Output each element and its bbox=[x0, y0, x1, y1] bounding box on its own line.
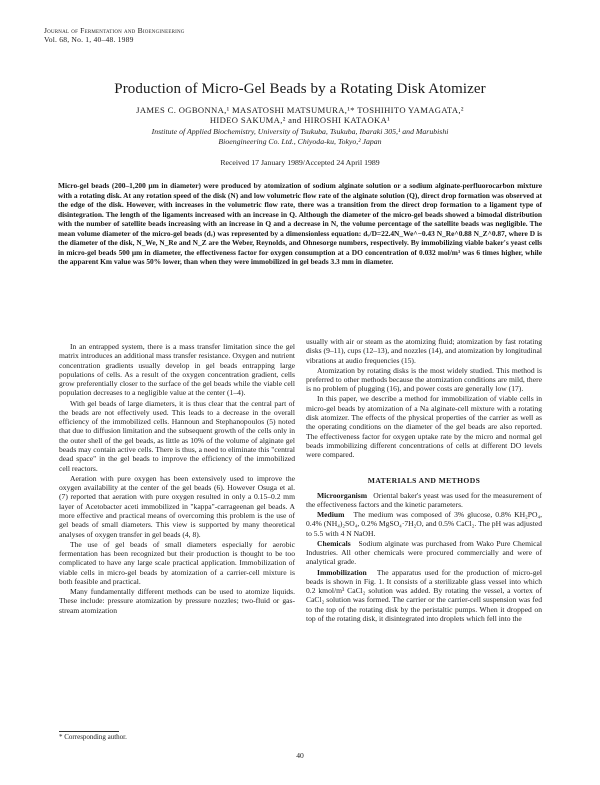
left-column bbox=[59, 342, 295, 615]
methods-medium bbox=[306, 510, 542, 538]
affiliation-line-2: Bioengineering Co. Ltd., Chiyoda-ku, Tokyo,² Japan bbox=[218, 137, 382, 146]
footnote-divider bbox=[59, 731, 119, 732]
authors-line-1: JAMES C. OGBONNA,¹ MASATOSHI MATSUMURA,¹* TOSHIHITO YAMAGATA,² bbox=[136, 105, 464, 115]
intro-paragraph-3: Aeration with pure oxygen has been extensively used to improve the oxygen availability at the center of the gel beads (6). However Osuga et al. (7) reported that aeration with pure oxygen resulted in only a 0.15–0.2 mm layer of Acetobacter aceti immobilized in "kappa"-carrageenan gel beads. A more effective and practical means of overcoming this problem is the use of gel beads of small diameters. This view is supported by many theoretical analyses of oxygen transfer in gel beads (4, 8). bbox=[59, 473, 295, 539]
abstract bbox=[58, 181, 542, 267]
intro-paragraph-4: The use of gel beads of small diameters especially for aerobic fermentation has been recognized but their production is thought to be too complicated to have any large scale practical application. Immobilization of viable cells in micro-gel beads by atomization of a carrier-cell mixture is both feasible and practical. bbox=[59, 539, 295, 586]
abstract-text: Micro-gel beads (200–1,200 µm in diameter) were produced by atomization of sodium alginate solution or a sodium alginate-perfluorocarbon mixture with a rotating disk. At any rotation speed of the disk (N) and low volumetric flow rate of the alginate solution (Q), direct drop formation was observed at the edge of the disk. However, with increases in the volumetric flow rate, there was a transition from the direct drop formation to a ligament type of disintegration. The length of the ligaments increased with an increase in Q. Although the diameter of the micro-gel beads showed a bimodal distribution with the number of satellite beads increasing with an increase in Q and a decrease in N, the volume percentage of the satellite beads was negligible. The mean volume diameter of the micro-gel beads (dᵥ) was represented by a dimensionless equation: dᵥ/D=22.4N_We^−0.43 N_Re^0.88 N_Z^0.87, where D is the diameter of the disk, N_We, N_Re and N_Z are the Weber, Reynolds, and Ohnesorge numbers, respectively. By immobilizing viable baker's yeast cells in micro-gel beads 500 µm in diameter, the effectiveness factor for oxygen consumption at a DO concentration of 0.032 mol/m³ was 6 times higher, while the apparent Km value was 50% lower, than when they were immobilized in gel beads 3.3 mm in diameter. bbox=[58, 181, 542, 267]
medium-label: Medium bbox=[317, 510, 345, 520]
intro-paragraph-5: Many fundamentally different methods can be used to atomize liquids. These include: pressure atomization by pressure nozzles; two-fluid or gas-stream atomization bbox=[59, 586, 295, 615]
chemicals-label: Chemicals bbox=[317, 538, 351, 548]
intro-paragraph-6: usually with air or steam as the atomizing fluid; atomization by fast rotating disks (9–11), cups (12–13), and nozzles (14), and atomization by longitudinal vibrations at audio frequencies (15). bbox=[306, 337, 542, 365]
methods-chemicals bbox=[306, 539, 542, 567]
footnote: * Corresponding author. bbox=[59, 733, 127, 741]
methods-immobilization bbox=[306, 568, 542, 624]
methods-microorganism bbox=[306, 491, 542, 510]
microorganism-text: Oriental baker's yeast was used for the measurement of the effectiveness factors and the kinetic parameters. bbox=[306, 490, 542, 510]
journal-header bbox=[44, 26, 185, 44]
immobilization-text: The apparatus used for the production of micro-gel beads is shown in Fig. 1. It consists of a sterilizable glass vessel into which 0.2 kmol/m³ CaCl₂ solution was added. By rotating the vessel, a vortex of CaCl₂ solution was formed. The carrier or the carrier-cell suspension was fed to the top of the rotating disk by the peristaltic pumps. When it dropped on top of the rotating disk, it disintegrated into droplets which fell into the bbox=[306, 567, 542, 623]
intro-paragraph-1: In an entrapped system, there is a mass transfer limitation since the gel matrix introduces an additional mass transfer resistance. Oxygen and nutrient concentration gradients usually develop in gel beads entrapping large populations of cells. As a result of the oxygen concentration gradient, cells grow preferentially closer to the surface of the gel beads while the viable cell population decreases to a negligible value at the center (1–4). bbox=[59, 342, 295, 398]
microorganism-label: Microorganism bbox=[317, 490, 368, 500]
article-title: Production of Micro-Gel Beads by a Rotating Disk Atomizer bbox=[114, 81, 486, 97]
chemicals-text: Sodium alginate was purchased from Wako Pure Chemical Industries. All other chemicals were procured commercially and were of analytical grade. bbox=[306, 538, 542, 567]
intro-paragraph-8: In this paper, we describe a method for immobilization of viable cells in micro-gel beads by atomization of a Na alginate-cell mixture with a rotating disk atomizer. The effects of the physical properties of the carrier as well as the operating conditions on the diameter of the gel beads are also reported. The effectiveness factor for oxygen uptake rate by the micro and normal gel beads immobilizing different concentrations of cells at different DO levels were compared. bbox=[306, 394, 542, 460]
page-number: 40 bbox=[296, 751, 304, 760]
journal-name: Journal of Fermentation and Bioengineering bbox=[44, 26, 185, 35]
medium-text: The medium was composed of 3% glucose, 0.8% KH₂PO₄, 0.4% (NH₄)₂SO₄, 0.2% MgSO₄·7H₂O, and 0.5% CaCl₂. The pH was adjusted to 5.5 with 4 N NaOH. bbox=[306, 510, 542, 538]
journal-issue: Vol. 68, No. 1, 40–48. 1989 bbox=[44, 35, 134, 44]
intro-paragraph-2: With gel beads of large diameters, it is thus clear that the central part of the beads are not effectively used. This leads to a decrease in the overall efficiency of the immobilized cells. Hannoun and Stephanopoulos (5) noted that due to diffusion limitation and the subsequent growth of the cells only in the outer shell of the gel beads, as little as 10% of the volume of alginate gel beads may contain active cells. There is thus, a need to eliminate this "central dead space" in the gel beads to improve the efficiency of the immobilized cell reactors. bbox=[59, 398, 295, 473]
intro-paragraph-7: Atomization by rotating disks is the most widely studied. This method is preferred to other methods because the atomization conditions are mild, there is no problem of plugging (16), and power costs are generally low (17). bbox=[306, 365, 542, 394]
immobilization-label: Immobilization bbox=[317, 567, 367, 577]
received-dates: Received 17 January 1989/Accepted 24 April 1989 bbox=[220, 158, 380, 167]
section-heading-methods: MATERIALS AND METHODS bbox=[367, 476, 481, 486]
right-column bbox=[306, 337, 542, 623]
authors-line-2: HIDEO SAKUMA,² and HIROSHI KATAOKA¹ bbox=[209, 115, 391, 125]
affiliation-line-1: Institute of Applied Biochemistry, University of Tsukuba, Tsukuba, Ibaraki 305,¹ and Marubishi bbox=[151, 127, 449, 136]
